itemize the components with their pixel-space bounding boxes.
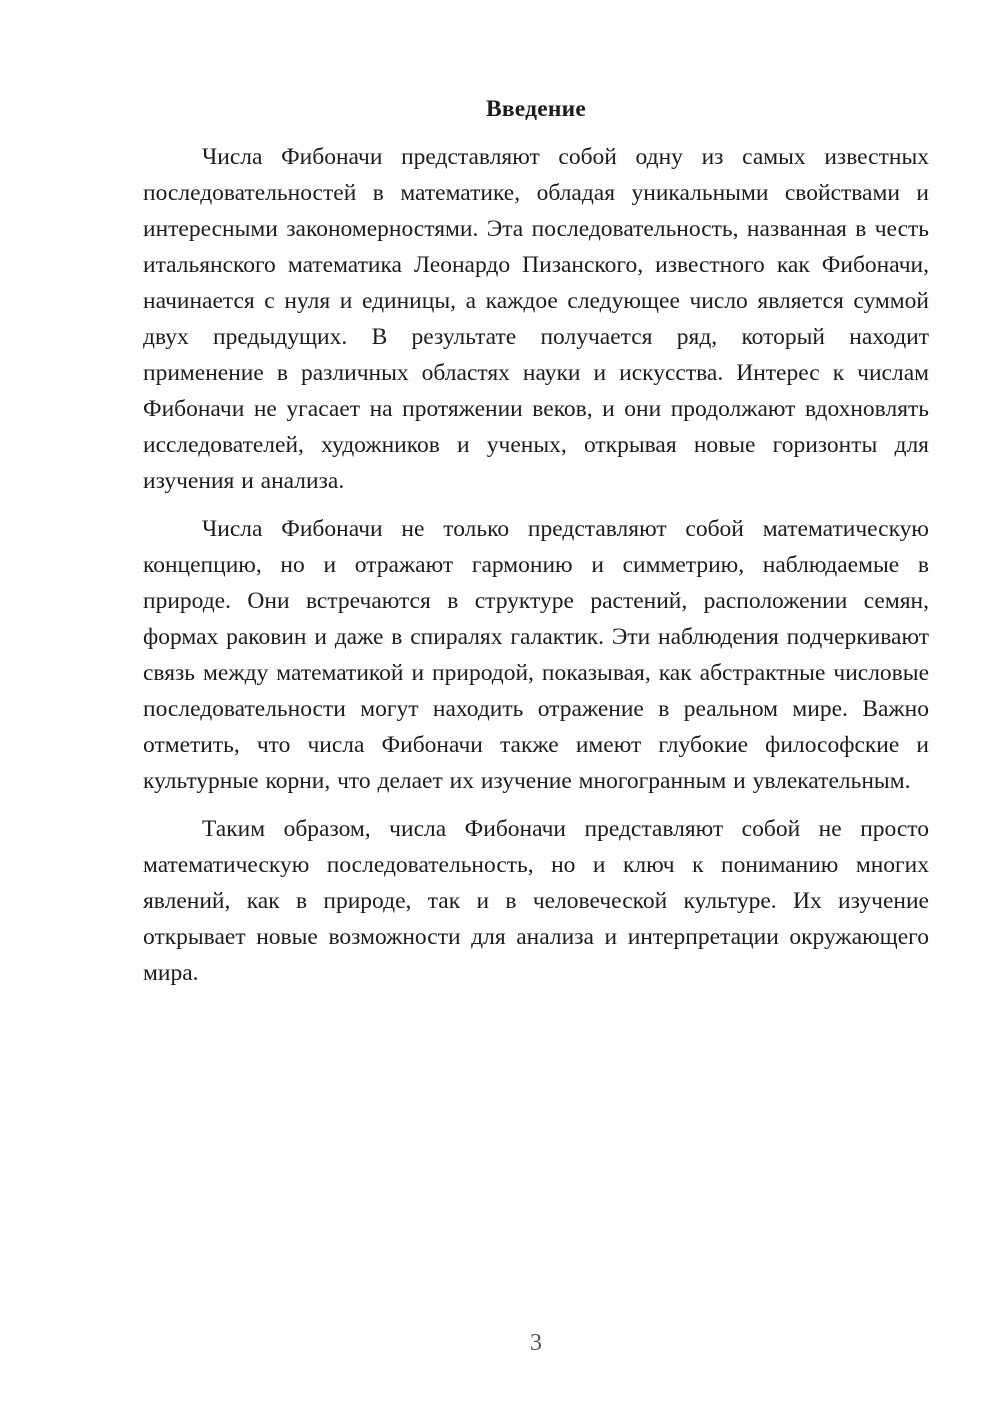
page-title: Введение	[486, 96, 586, 122]
paragraph-2: Числа Фибоначи не только представляют собой математическую концепцию, но и отражают гармонию и симметрию, наблюдаемые в природе. Они встречаются в структуре растений, расположении семян, формах раковин и даже в спиралях галактик. Эти наблюдения подчеркивают связь между математикой и природой, показывая, как абстрактные числовые последовательности могут находить отражение в реальном мире. Важно отметить, что числа Фибоначи также имеют глубокие философские и культурные корни, что делает их изучение многогранным и увлекательным.	[143, 516, 929, 794]
paragraph-3: Таким образом, числа Фибоначи представляют собой не просто математическую последовательность, но и ключ к пониманию многих явлений, как в природе, так и в человеческой культуре. Их изучение открывает новые возможности для анализа и интерпретации окружающего мира.	[143, 816, 929, 986]
page-number: 3	[530, 1330, 542, 1356]
text-block	[143, 91, 929, 1003]
paragraph-1: Числа Фибоначи представляют собой одну из самых известных последовательностей в математике, обладая уникальными свойствами и интересными закономерностями. Эта последовательность, названная в честь итальянского математика Леонардо Пизанского, известного как Фибоначи, начинается с нуля и единицы, а каждое следующее число является суммой двух предыдущих. В результате получается ряд, который находит применение в различных областях науки и искусства. Интерес к числам Фибоначи не угасает на протяжении веков, и они продолжают вдохновлять исследователей, художников и ученых, открывая новые горизонты для изучения и анализа.	[143, 144, 929, 494]
